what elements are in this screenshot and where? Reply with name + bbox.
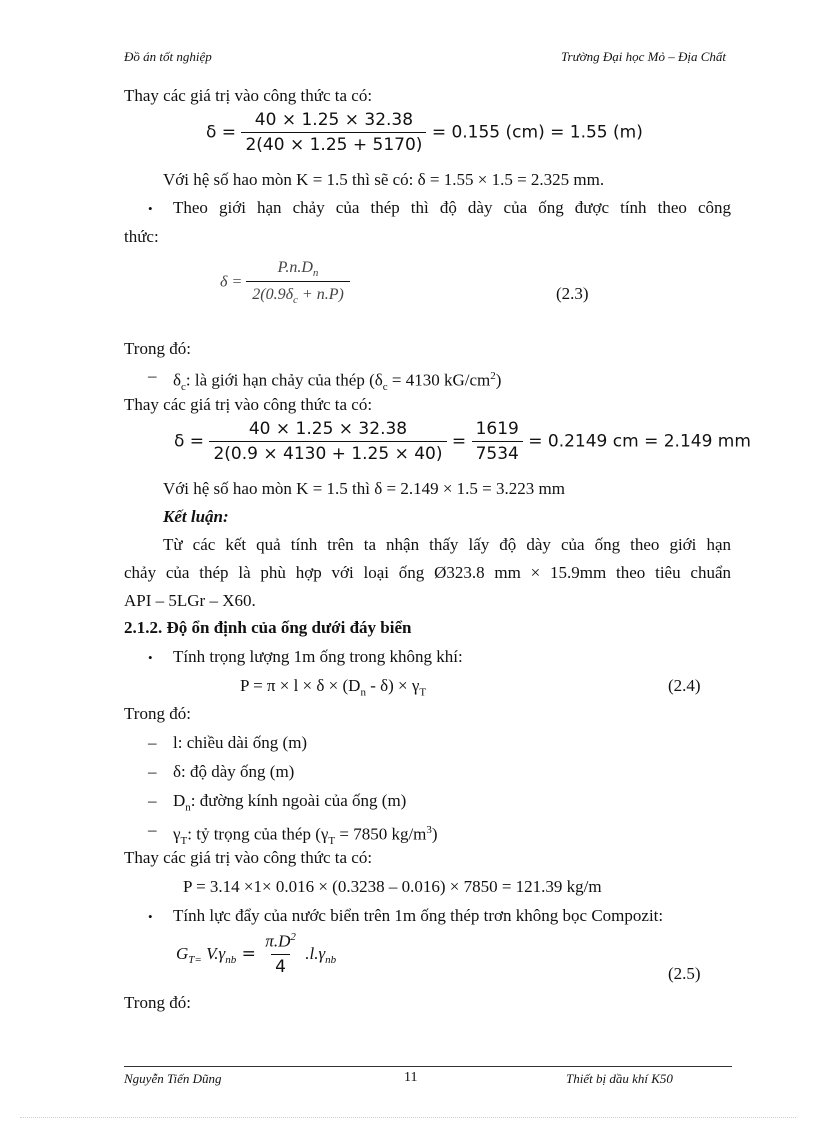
equation-2: [220, 259, 350, 306]
equation-4: [240, 676, 426, 702]
dash-icon: –: [148, 820, 157, 839]
eq6-num-sup: 2: [290, 931, 296, 943]
eq3-numerator-1: 40 × 1.25 × 32.38: [248, 419, 408, 439]
eq6-num-text: π.D: [265, 931, 291, 951]
eq3-lhs: δ =: [174, 431, 205, 452]
dash-item-length: l: chiều dài ống (m): [173, 733, 308, 752]
bullet-3-text: Tính lực đẩy của nước biển trên 1m ống thép trơn không bọc Compozit:: [173, 906, 664, 925]
dash4-b: : đường kính ngoài của ống (m): [190, 791, 407, 810]
equation-6-label: (2.5): [668, 964, 701, 983]
dash-icon: –: [148, 733, 157, 752]
eq6-lhs-sub: T=: [188, 954, 202, 967]
eq6-rhs-a: .l.γ: [305, 943, 326, 963]
eq2-denominator: [246, 281, 350, 306]
dash1-a: δ: [173, 370, 182, 390]
section-title: 2.1.2. Độ ổn định của ống dưới đáy biển: [124, 618, 412, 637]
dash5-d: ): [431, 824, 438, 844]
paragraph-wear-2: Với hệ số hao mòn K = 1.5 thì δ = 2.149 × 1.5 = 3.223 mm: [163, 479, 565, 498]
dash5-b: : tỷ trọng của thép (γ: [187, 824, 329, 844]
paragraph-wear-1: Với hệ số hao mòn K = 1.5 thì sẽ có: δ = 1.55 × 1.5 = 2.325 mm.: [163, 170, 605, 189]
eq3-equals: =: [451, 431, 467, 452]
bullet-1-line-1: Theo giới hạn chảy của thép thì độ dày của ống được tính theo công: [173, 198, 731, 217]
eq2-den-a: 2(0.9δ: [252, 286, 293, 304]
bullet-icon: •: [148, 909, 153, 924]
dash-icon: –: [148, 366, 157, 385]
eq4-sub: n: [360, 686, 366, 699]
eq6-fraction: [261, 931, 300, 977]
eq3-fraction-2: [472, 419, 523, 464]
bullet-icon: •: [148, 201, 153, 216]
paragraph-intro-2: Thay các giá trị vào công thức ta có:: [124, 395, 373, 414]
eq3-denominator-2: 7534: [472, 441, 523, 464]
equation-4-label: (2.4): [668, 676, 701, 695]
eq6-lhs-c: =: [236, 943, 256, 964]
paragraph-intro-3: Thay các giá trị vào công thức ta có:: [124, 848, 373, 867]
dash-item-yield-strength: [173, 366, 501, 397]
eq4-sub2: T: [419, 686, 427, 699]
eq6-numerator: [261, 931, 300, 954]
dash1-b: : là giới hạn chảy của thép (δ: [185, 370, 383, 390]
paragraph-where-2: Trong đó:: [124, 704, 191, 723]
dash-item-diameter: [173, 791, 406, 817]
dash5-c: = 7850 kg/m: [335, 824, 427, 844]
eq2-numerator: [274, 259, 323, 281]
equation-3: [174, 419, 751, 464]
eq2-lhs: δ =: [220, 273, 243, 291]
equation-6: [176, 931, 336, 977]
eq6-denominator: 4: [271, 954, 290, 977]
dash-icon: –: [148, 762, 157, 781]
eq6-lhs-b: V.γ: [201, 943, 226, 963]
eq1-denominator: 2(40 × 1.25 + 5170): [241, 132, 426, 155]
eq3-fraction-1: [209, 419, 446, 464]
eq1-fraction: [241, 110, 426, 155]
paragraph-where-3: Trong đó:: [124, 993, 191, 1012]
eq3-denominator-1: 2(0.9 × 4130 + 1.25 × 40): [209, 441, 446, 464]
conclusion-title: Kết luận:: [163, 507, 229, 526]
page-number: 11: [404, 1070, 418, 1085]
conclusion-line-2: chảy của thép là phù hợp với loại ống Ø323.8 mm × 15.9mm theo tiêu chuẩn: [124, 563, 731, 582]
dash-item-thickness: δ: độ dày ống (m): [173, 762, 295, 781]
equation-2-label: (2.3): [556, 284, 589, 303]
eq3-numerator-2: 1619: [475, 419, 519, 439]
dash1-sub2: c: [382, 381, 388, 394]
eq2-den-b: + n.P): [297, 286, 344, 304]
dash-icon: –: [148, 791, 157, 810]
bullet-icon: •: [148, 650, 153, 665]
dash4-sub: n: [185, 801, 191, 814]
footer-right: Thiết bị dầu khí K50: [566, 1071, 673, 1086]
dash5-sub: T: [180, 835, 188, 848]
header-right: Trường Đại học Mỏ – Địa Chất: [561, 49, 726, 64]
dash1-sub: c: [181, 381, 186, 394]
eq2-fraction: [246, 259, 350, 306]
equation-5: P = 3.14 ×1× 0.016 × (0.3238 – 0.016) × 7850 = 121.39 kg/m: [183, 877, 602, 896]
conclusion-line-1: Từ các kết quả tính trên ta nhận thấy lấy độ dày của ống theo giới hạn: [163, 535, 731, 554]
eq4-b: - δ) × γ: [365, 676, 420, 695]
page-bottom-edge: [20, 1117, 796, 1118]
dash5-sup: 3: [426, 824, 432, 836]
eq2-den-sub: c: [293, 294, 298, 307]
bullet-2-text: Tính trọng lượng 1m ống trong không khí:: [173, 647, 463, 666]
dash5-a: γ: [173, 824, 181, 844]
eq6-rhs-sub: nb: [325, 954, 337, 967]
bullet-1-line-2: thức:: [124, 227, 159, 246]
eq6-lhs-a: G: [176, 943, 189, 963]
footer-left: Nguyễn Tiến Dũng: [124, 1071, 222, 1086]
eq2-num-text: P.n.D: [277, 259, 313, 276]
eq1-rhs: = 0.155 (cm) = 1.55 (m): [431, 122, 643, 143]
conclusion-line-3: API – 5LGr – X60.: [124, 591, 256, 610]
dash1-c: = 4130 kG/cm: [387, 370, 491, 390]
eq2-num-sub: n: [312, 267, 319, 280]
footer-divider: [124, 1066, 732, 1067]
eq6-lhs-sub2: nb: [225, 954, 237, 967]
dash1-sup: 2: [490, 370, 496, 382]
header-left: Đồ án tốt nghiệp: [124, 49, 212, 64]
paragraph-intro-1: Thay các giá trị vào công thức ta có:: [124, 86, 373, 105]
dash1-d: ): [495, 370, 502, 390]
eq1-lhs: δ =: [206, 122, 237, 143]
dash4-a: D: [173, 791, 186, 810]
eq3-rhs: = 0.2149 cm = 2.149 mm: [528, 431, 751, 452]
paragraph-where-1: Trong đó:: [124, 339, 191, 358]
equation-1: [206, 110, 643, 155]
dash-item-density: [173, 820, 438, 851]
dash5-sub2: T: [328, 835, 336, 848]
eq4-a: P = π × l × δ × (D: [240, 676, 361, 695]
eq1-numerator: 40 × 1.25 × 32.38: [254, 110, 414, 130]
